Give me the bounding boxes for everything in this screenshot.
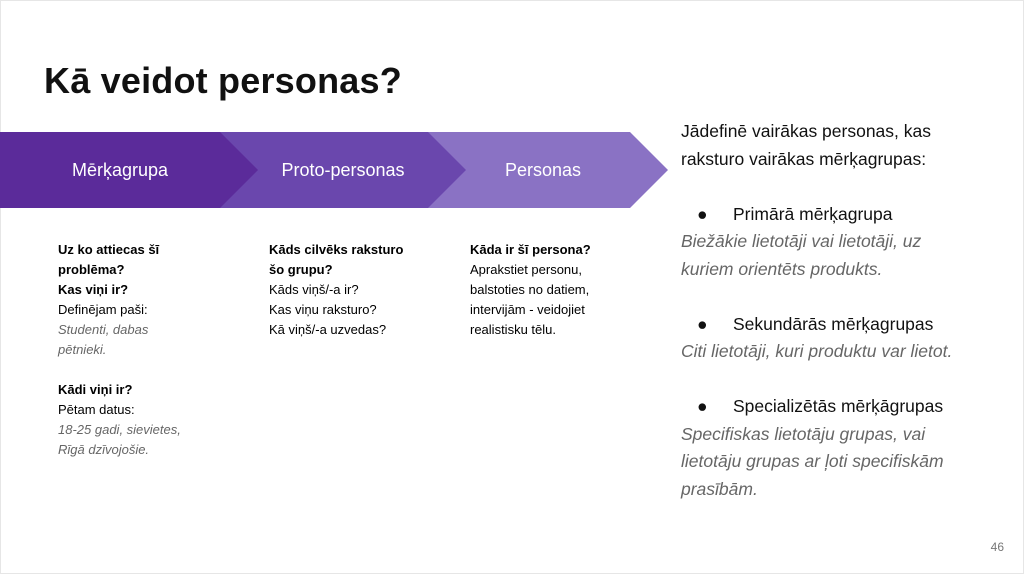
column-merkagrupa — [58, 240, 238, 460]
page-title: Kā veidot personas? — [44, 60, 402, 101]
column-text-line: Uz ko attiecas šī — [58, 242, 160, 257]
bullet-description: Biežākie lietotāji vai lietotāji, uz — [681, 231, 922, 251]
intro-line: Jādefinē vairākas personas, kas — [681, 121, 931, 141]
chevron-label-personas: Personas — [504, 160, 582, 180]
bullet-item — [681, 311, 1011, 339]
spacer — [58, 360, 238, 380]
column-text-line: šo grupu? — [269, 262, 333, 277]
column-text-line: Kādi viņi ir? — [58, 382, 133, 397]
column-text-line: balstoties no datiem, — [470, 282, 590, 297]
bullet-icon: ● — [697, 203, 708, 224]
bullet-label: Primārā mērķagrupa — [733, 203, 893, 224]
bullet-description: Specifiskas lietotāju grupas, vai — [681, 423, 926, 444]
intro-line: raksturo vairākas mērķagrupas: — [681, 148, 927, 169]
bullet-description: kuriem orientēts produkts. — [681, 258, 883, 279]
page-number: 46 — [990, 540, 1004, 554]
column-text-line: problēma? — [58, 262, 125, 277]
bullet-description: Citi lietotāji, kuri produktu var lietot. — [681, 341, 953, 361]
bullet-label: Specializētās mērķāgrupas — [733, 396, 944, 416]
bullet-label: Sekundārās mērķagrupas — [733, 313, 934, 334]
bullet-description: lietotāju grupas ar ļoti specifiskām — [681, 451, 944, 471]
chevron-label-proto-personas: Proto-personas — [281, 160, 405, 180]
column-text-line: Pētam datus: — [58, 402, 135, 417]
column-text-line: Definējam paši: — [58, 302, 148, 317]
column-text-line: realistisku tēlu. — [470, 322, 556, 337]
bullet-item — [681, 201, 1011, 229]
column-text-line: Kas viņu raksturo? — [269, 302, 377, 317]
column-text-line: Aprakstiet personu, — [470, 262, 583, 277]
column-text-line: Kas viņi ir? — [58, 282, 129, 297]
column-text-line: Studenti, dabas — [58, 322, 149, 337]
bullet-icon: ● — [697, 396, 708, 416]
column-text-line: Kāda ir šī persona? — [470, 242, 591, 257]
column-text-line: Rīgā dzīvojošie. — [58, 442, 150, 457]
bullet-icon: ● — [697, 313, 708, 334]
column-proto-personas — [269, 240, 449, 340]
right-panel — [681, 118, 1011, 503]
column-text-line: Kāds viņš/-a ir? — [269, 282, 359, 297]
column-text-line: 18-25 gadi, sievietes, — [58, 422, 181, 437]
bullet-description: prasībām. — [681, 478, 758, 499]
column-text-line: Kāds cilvēks raksturo — [269, 242, 404, 257]
column-personas — [470, 240, 650, 340]
column-text-line: Kā viņš/-a uzvedas? — [269, 322, 387, 337]
column-text-line: intervijām - veidojiet — [470, 302, 585, 317]
column-text-line: pētnieki. — [58, 342, 107, 357]
chevron-label-merkagrupa: Mērķagrupa — [71, 160, 169, 180]
bullet-item — [681, 393, 1011, 421]
